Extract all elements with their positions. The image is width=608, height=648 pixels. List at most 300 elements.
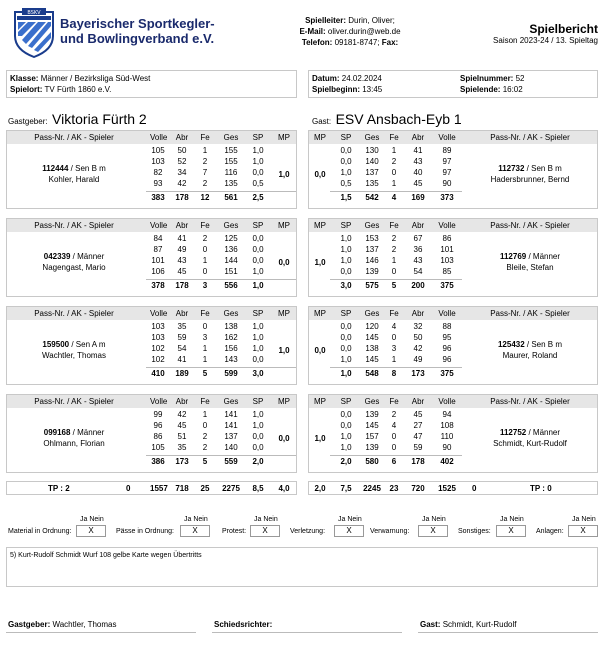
home-sum-ges: 561: [224, 193, 238, 202]
check-label: Anlagen:: [536, 528, 564, 535]
home-cell-sp: 1,0: [252, 344, 264, 353]
page-title: Spielbericht: [529, 22, 598, 36]
home-cell-sp: 0,5: [252, 179, 264, 188]
home-sum-abr: 178: [175, 281, 189, 290]
away-sum-fe: 8: [391, 369, 397, 378]
home-cell-fe: 2: [202, 432, 208, 441]
schiedsrichter-label: Schiedsrichter:: [214, 620, 273, 629]
away-header-abr: Abr: [411, 397, 425, 406]
home-pass-number: 159500: [42, 340, 70, 349]
home-total-sp: 8,5: [252, 484, 264, 493]
away-cell-abr: 45: [413, 179, 423, 188]
telefon-value: 09181-8747;: [334, 38, 380, 47]
home-match-points: 1,0: [278, 170, 290, 179]
away-cell-ges: 138: [365, 344, 379, 353]
away-cell-abr: 36: [413, 245, 423, 254]
home-cell-volle: 106: [151, 267, 165, 276]
home-cell-fe: 0: [202, 421, 208, 430]
home-header-volle: Volle: [150, 133, 168, 142]
away-sum-ges: 548: [365, 369, 379, 378]
home-player-name: Kohler, Harald: [48, 175, 100, 184]
home-cell-sp: 1,0: [252, 157, 264, 166]
home-cell-sp: 0,0: [252, 234, 264, 243]
org-name-line1: Bayerischer Sportkegler-: [60, 16, 215, 31]
away-team-line: [312, 111, 462, 129]
home-cell-ges: 141: [224, 421, 238, 430]
gast-signature: [420, 620, 517, 629]
home-cell-abr: 43: [177, 256, 187, 265]
home-cell-fe: 0: [202, 267, 208, 276]
away-cell-abr: 50: [413, 333, 423, 342]
away-cell-volle: 103: [440, 256, 454, 265]
home-age-class: Sen A m: [75, 340, 106, 349]
away-cell-volle: 90: [442, 179, 452, 188]
gast-sig-value: Schmidt, Kurt-Rudolf: [442, 620, 517, 629]
away-header-mp: MP: [314, 397, 326, 406]
home-cell-sp: 1,0: [252, 333, 264, 342]
check-ja-nein: Ja Nein: [500, 516, 524, 523]
away-cell-sp: 1,0: [340, 355, 352, 364]
datum-value: 24.02.2024: [341, 74, 382, 83]
home-header-abr: Abr: [175, 221, 189, 230]
away-total-sp: 7,5: [340, 484, 352, 493]
home-cell-ges: 141: [224, 410, 238, 419]
home-cell-fe: 1: [202, 256, 208, 265]
home-sum-abr: 178: [175, 193, 189, 202]
away-cell-ges: 157: [365, 432, 379, 441]
home-cell-ges: 125: [224, 234, 238, 243]
bskv-logo: [12, 6, 56, 58]
email-label: E-Mail:: [299, 27, 326, 36]
check-ja-nein: Ja Nein: [422, 516, 446, 523]
home-sum-sp: 2,0: [252, 457, 264, 466]
away-age-class: Männer: [532, 428, 561, 437]
home-cell-ges: 162: [224, 333, 238, 342]
away-cell-fe: 0: [391, 267, 397, 276]
away-header-mp: MP: [314, 221, 326, 230]
home-team-label: Gastgeber:: [8, 117, 48, 126]
spielleiter-value: Durin, Oliver;: [348, 16, 395, 25]
check-box[interactable]: X: [180, 525, 210, 537]
home-header-player: Pass-Nr. / AK - Spieler: [34, 309, 114, 318]
away-match-points: 1,0: [314, 434, 326, 443]
away-age-class: Sen B m: [531, 164, 562, 173]
away-sum-divider: [330, 455, 462, 456]
home-cell-abr: 54: [177, 344, 187, 353]
away-sum-ges: 542: [365, 193, 379, 202]
home-cell-volle: 101: [151, 256, 165, 265]
home-cell-sp: 1,0: [252, 421, 264, 430]
home-cell-fe: 7: [202, 168, 208, 177]
away-cell-volle: 88: [442, 322, 452, 331]
away-cell-ges: 140: [365, 157, 379, 166]
away-total-mp: 2,0: [314, 484, 326, 493]
home-header-sp: SP: [252, 309, 264, 318]
home-cell-sp: 1,0: [252, 146, 264, 155]
away-pass-number: 112752: [499, 428, 527, 437]
away-sum-volle: 375: [440, 369, 454, 378]
home-header-abr: Abr: [175, 133, 189, 142]
home-cell-ges: 144: [224, 256, 238, 265]
spielbeginn-label: Spielbeginn:: [312, 85, 360, 94]
home-cell-sp: 1,0: [252, 267, 264, 276]
away-cell-volle: 96: [442, 344, 452, 353]
home-cell-volle: 82: [153, 168, 163, 177]
home-player-pass: 112444 / Sen B m: [42, 164, 106, 173]
away-cell-ges: 145: [365, 333, 379, 342]
away-cell-abr: 32: [413, 322, 423, 331]
home-sum-divider: [146, 455, 296, 456]
home-team-line: [8, 111, 147, 129]
away-cell-ges: 130: [365, 146, 379, 155]
home-header-volle: Volle: [150, 397, 168, 406]
home-cell-sp: 0,0: [252, 168, 264, 177]
spielbeginn-line: [312, 85, 382, 94]
home-header-mp: MP: [278, 133, 290, 142]
home-sum-volle: 378: [151, 281, 165, 290]
home-cell-volle: 99: [153, 410, 163, 419]
away-header-mp: MP: [314, 309, 326, 318]
away-cell-sp: 0,0: [340, 410, 352, 419]
home-age-class: Männer: [77, 428, 105, 437]
away-header-player: Pass-Nr. / AK - Spieler: [490, 133, 570, 142]
away-cell-abr: 43: [413, 157, 423, 166]
home-team-name: Viktoria Fürth 2: [52, 111, 147, 127]
away-sum-abr: 200: [411, 281, 425, 290]
away-header-volle: Volle: [438, 309, 456, 318]
away-cell-abr: 42: [413, 344, 423, 353]
away-cell-ges: 145: [365, 355, 379, 364]
away-total-abr: 720: [411, 484, 425, 493]
home-total-mp: 4,0: [278, 484, 290, 493]
home-cell-abr: 42: [177, 179, 187, 188]
home-sum-sp: 3,0: [252, 369, 264, 378]
email-value: oliver.durin@web.de: [327, 27, 401, 36]
away-cell-sp: 1,0: [340, 432, 352, 441]
home-header-ges: Ges: [223, 397, 239, 406]
home-header-ges: Ges: [223, 133, 239, 142]
away-cell-volle: 85: [442, 267, 452, 276]
spielende-label: Spielende:: [460, 85, 501, 94]
away-cell-sp: 0,0: [340, 421, 352, 430]
away-header-ges: Ges: [364, 221, 380, 230]
home-pass-number: 112444: [42, 164, 69, 173]
home-header-fe: Fe: [200, 397, 210, 406]
home-header-fe: Fe: [200, 309, 210, 318]
away-cell-fe: 4: [391, 421, 397, 430]
away-cell-volle: 97: [442, 168, 452, 177]
away-cell-volle: 95: [442, 333, 452, 342]
away-cell-fe: 1: [391, 179, 397, 188]
away-total-ges: 2245: [363, 484, 381, 493]
home-cell-ges: 135: [224, 179, 238, 188]
check-box[interactable]: X: [334, 525, 364, 537]
away-header-ges: Ges: [364, 397, 380, 406]
home-header-ges: Ges: [223, 309, 239, 318]
home-match-points: 0,0: [278, 258, 290, 267]
away-cell-abr: 67: [413, 234, 423, 243]
fax-label: Fax:: [381, 38, 399, 47]
away-cell-sp: 0,0: [340, 146, 352, 155]
away-sum-sp: 1,5: [340, 193, 352, 202]
check-box[interactable]: X: [496, 525, 526, 537]
gastgeber-sig-value: Wachtler, Thomas: [52, 620, 117, 629]
away-header-volle: Volle: [438, 221, 456, 230]
home-cell-fe: 2: [202, 443, 208, 452]
home-player-name: Nagengast, Mario: [42, 263, 106, 272]
klasse-value: Männer / Bezirksliga Süd-West: [40, 74, 151, 83]
spielleiter-line: [250, 16, 450, 25]
away-sum-sp: 1,0: [340, 369, 352, 378]
home-header-mp: MP: [278, 397, 290, 406]
away-sum-ges: 575: [365, 281, 379, 290]
away-cell-sp: 1,0: [340, 256, 352, 265]
away-cell-abr: 43: [413, 256, 423, 265]
home-header-ges: Ges: [223, 221, 239, 230]
check-ja-nein: Ja Nein: [80, 516, 104, 523]
away-cell-ges: 145: [365, 421, 379, 430]
home-cell-abr: 45: [177, 267, 187, 276]
away-header-fe: Fe: [389, 397, 399, 406]
spielbeginn-value: 13:45: [362, 85, 383, 94]
check-ja-nein: Ja Nein: [338, 516, 362, 523]
home-header-sp: SP: [252, 133, 264, 142]
home-pass-number: 099168: [43, 428, 71, 437]
away-cell-sp: 1,0: [340, 168, 352, 177]
home-cell-ges: 137: [224, 432, 238, 441]
away-cell-volle: 94: [442, 410, 452, 419]
home-cell-volle: 105: [151, 443, 165, 452]
home-cell-sp: 0,0: [252, 443, 264, 452]
home-header-player: Pass-Nr. / AK - Spieler: [34, 133, 114, 142]
away-cell-sp: 1,0: [340, 234, 352, 243]
home-total-fe: 25: [200, 484, 210, 493]
email-line: [250, 27, 450, 36]
home-header-abr: Abr: [175, 397, 189, 406]
away-total-fe: 23: [389, 484, 399, 493]
schiedsrichter-signature: [214, 620, 272, 629]
away-match-points: 0,0: [314, 346, 326, 355]
home-cell-abr: 52: [177, 157, 187, 166]
away-cell-fe: 2: [391, 234, 397, 243]
home-team-points: TP : 2: [48, 484, 70, 493]
home-sum-sp: 2,5: [252, 193, 264, 202]
home-cell-volle: 84: [153, 234, 163, 243]
datum-label: Datum:: [312, 74, 340, 83]
away-sum-fe: 6: [391, 457, 397, 466]
away-team-name: ESV Ansbach-Eyb 1: [335, 111, 462, 127]
away-sum-abr: 169: [411, 193, 425, 202]
home-player-name: Ohlmann, Florian: [43, 439, 105, 448]
home-cell-fe: 0: [202, 245, 208, 254]
home-sum-abr: 189: [175, 369, 189, 378]
home-total-volle: 1557: [150, 484, 168, 493]
away-header-volle: Volle: [438, 397, 456, 406]
home-sum-sp: 1,0: [252, 281, 264, 290]
check-label: Material in Ordnung:: [8, 528, 72, 535]
home-sum-fe: 5: [202, 457, 208, 466]
home-cell-volle: 96: [153, 421, 163, 430]
spielnummer-line: [460, 74, 524, 83]
home-cell-abr: 35: [177, 322, 187, 331]
telefon-line: [250, 38, 450, 47]
away-cell-ges: 139: [365, 443, 379, 452]
home-player-pass: 099168 / Männer: [43, 428, 105, 437]
away-cell-ges: 139: [365, 267, 379, 276]
away-cell-abr: 27: [413, 421, 423, 430]
home-age-class: Männer: [77, 252, 105, 261]
away-cell-fe: 1: [391, 146, 397, 155]
home-cell-volle: 86: [153, 432, 163, 441]
home-cell-sp: 0,0: [252, 256, 264, 265]
spielende-line: [460, 85, 523, 94]
away-cell-fe: 0: [391, 168, 397, 177]
home-age-class: Sen B m: [75, 164, 106, 173]
away-header-sp: SP: [340, 221, 352, 230]
home-header-volle: Volle: [150, 309, 168, 318]
away-cell-abr: 41: [413, 146, 423, 155]
home-cell-sp: 1,0: [252, 322, 264, 331]
home-cell-abr: 41: [177, 355, 187, 364]
home-cell-fe: 0: [202, 322, 208, 331]
away-header-fe: Fe: [389, 133, 399, 142]
datum-line: [312, 74, 382, 83]
home-header-fe: Fe: [200, 133, 210, 142]
home-cell-fe: 2: [202, 234, 208, 243]
away-player-pass: 125432 / Sen B m: [497, 340, 563, 349]
home-totals-zero: 0: [126, 484, 131, 493]
away-cell-fe: 4: [391, 322, 397, 331]
home-cell-abr: 42: [177, 410, 187, 419]
klasse-label: Klasse:: [10, 74, 39, 83]
home-cell-volle: 105: [151, 146, 165, 155]
away-header-abr: Abr: [411, 133, 425, 142]
home-header-player: Pass-Nr. / AK - Spieler: [34, 397, 114, 406]
signature-line-2: [212, 632, 402, 633]
away-sum-volle: 375: [440, 281, 454, 290]
away-cell-fe: 0: [391, 333, 397, 342]
away-cell-fe: 1: [391, 256, 397, 265]
away-team-label: Gast:: [312, 117, 332, 126]
home-cell-ges: 156: [224, 344, 238, 353]
home-cell-volle: 103: [151, 157, 165, 166]
home-cell-fe: 2: [202, 157, 208, 166]
away-total-volle: 1525: [438, 484, 456, 493]
away-cell-sp: 0,0: [340, 344, 352, 353]
home-player-name: Wachtler, Thomas: [41, 351, 107, 360]
away-cell-abr: 40: [413, 168, 423, 177]
home-cell-ges: 151: [224, 267, 238, 276]
home-cell-ges: 143: [224, 355, 238, 364]
home-header-sp: SP: [252, 221, 264, 230]
home-cell-fe: 1: [202, 146, 208, 155]
signature-line-3: [418, 632, 598, 633]
home-header-mp: MP: [278, 309, 290, 318]
home-header-fe: Fe: [200, 221, 210, 230]
away-cell-volle: 97: [442, 157, 452, 166]
away-cell-volle: 108: [440, 421, 454, 430]
check-box[interactable]: X: [568, 525, 598, 537]
away-header-abr: Abr: [411, 221, 425, 230]
away-sum-volle: 373: [440, 193, 454, 202]
spielort-label: Spielort:: [10, 85, 43, 94]
home-match-points: 0,0: [278, 434, 290, 443]
away-match-points: 0,0: [314, 170, 326, 179]
home-total-ges: 2275: [222, 484, 240, 493]
check-box[interactable]: X: [76, 525, 106, 537]
away-cell-fe: 3: [391, 344, 397, 353]
away-header-sp: SP: [340, 133, 352, 142]
away-cell-abr: 45: [413, 410, 423, 419]
home-cell-ges: 136: [224, 245, 238, 254]
away-player-name: Bleile, Stefan: [506, 263, 554, 272]
away-cell-sp: 0,0: [340, 322, 352, 331]
away-header-fe: Fe: [389, 309, 399, 318]
home-sum-fe: 3: [202, 281, 208, 290]
home-player-pass: 042339 / Männer: [43, 252, 105, 261]
check-box[interactable]: X: [418, 525, 448, 537]
home-cell-fe: 1: [202, 355, 208, 364]
home-header-mp: MP: [278, 221, 290, 230]
away-sum-sp: 2,0: [340, 457, 352, 466]
spielleiter-label: Spielleiter:: [305, 16, 346, 25]
away-cell-volle: 89: [442, 146, 452, 155]
away-player-pass: 112752 / Männer: [499, 428, 561, 437]
home-cell-abr: 51: [177, 432, 187, 441]
away-sum-abr: 173: [411, 369, 425, 378]
home-pass-number: 042339: [43, 252, 71, 261]
away-header-ges: Ges: [364, 309, 380, 318]
away-player-pass: 112732 / Sen B m: [498, 164, 562, 173]
home-cell-abr: 49: [177, 245, 187, 254]
away-team-points: TP : 0: [530, 484, 552, 493]
spielnummer-value: 52: [515, 74, 525, 83]
away-cell-ges: 153: [365, 234, 379, 243]
away-match-points: 1,0: [314, 258, 326, 267]
away-player-name: Maurer, Roland: [502, 351, 558, 360]
home-cell-volle: 87: [153, 245, 163, 254]
away-cell-sp: 1,0: [340, 443, 352, 452]
home-cell-ges: 155: [224, 157, 238, 166]
away-pass-number: 125432: [497, 340, 525, 349]
gastgeber-signature: [8, 620, 117, 629]
away-header-sp: SP: [340, 397, 352, 406]
home-sum-ges: 599: [224, 369, 238, 378]
check-ja-nein: Ja Nein: [184, 516, 208, 523]
home-sum-divider: [146, 191, 296, 192]
away-cell-abr: 54: [413, 267, 423, 276]
away-cell-sp: 0,0: [340, 333, 352, 342]
check-box[interactable]: X: [250, 525, 280, 537]
klasse-line: [10, 74, 150, 83]
home-header-volle: Volle: [150, 221, 168, 230]
away-cell-sp: 0,5: [340, 179, 352, 188]
check-ja-nein: Ja Nein: [254, 516, 278, 523]
check-label: Protest:: [222, 528, 247, 535]
away-header-player: Pass-Nr. / AK - Spieler: [490, 309, 570, 318]
away-age-class: Sen B m: [531, 340, 563, 349]
home-player-pass: 159500 / Sen A m: [42, 340, 106, 349]
home-cell-abr: 59: [177, 333, 187, 342]
home-cell-ges: 138: [224, 322, 238, 331]
away-cell-fe: 2: [391, 245, 397, 254]
home-cell-ges: 116: [224, 168, 238, 177]
spielort-value: TV Fürth 1860 e.V.: [44, 85, 112, 94]
home-sum-volle: 386: [151, 457, 165, 466]
season-info: Saison 2023-24 / 13. Spieltag: [493, 36, 598, 45]
away-pass-number: 112769: [499, 252, 527, 261]
away-header-player: Pass-Nr. / AK - Spieler: [490, 221, 570, 230]
